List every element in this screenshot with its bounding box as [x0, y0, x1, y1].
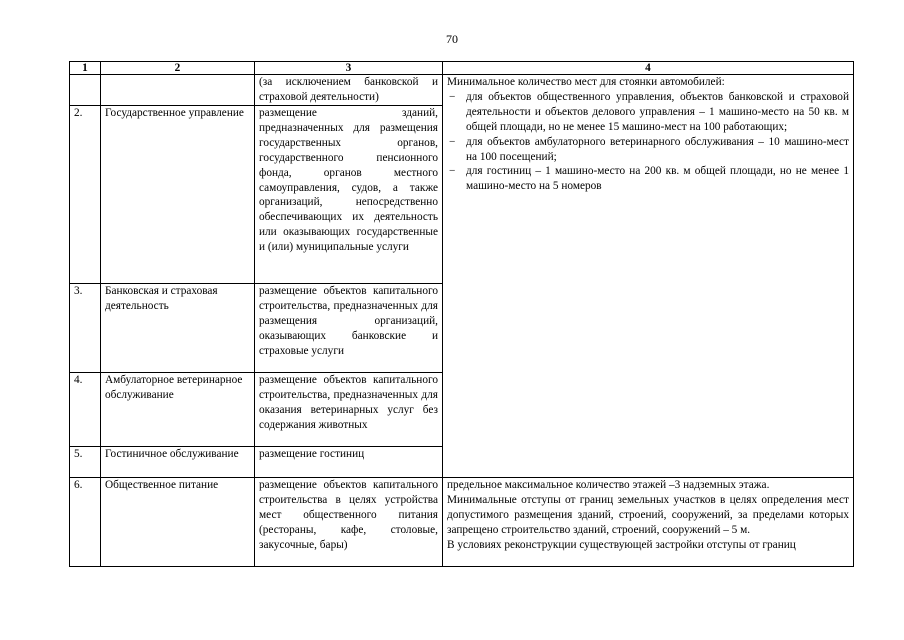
- table-header-row: [70, 62, 854, 75]
- use-description-cell: размещение объектов капитального строительства, предназначенных для оказания ветеринарных услуг без содержания животных: [255, 373, 443, 447]
- column-header-4: 4: [443, 62, 854, 75]
- use-name-cell: Банковская и страховая деятельность: [101, 284, 255, 373]
- max-floors-text: предельное максимальное количество этажей –3 надземных этажа.: [447, 479, 770, 491]
- permitted-use-table: [69, 61, 854, 567]
- setbacks-text: Минимальные отступы от границ земельных участков в целях определения мест допустимого размещения зданий, строений, сооружений, за пределами которых запрещено строительство зданий, строений, сооружений – 5 м.: [447, 493, 849, 536]
- row-number-cell: 3.: [70, 284, 101, 373]
- row-number-cell: 5.: [70, 447, 101, 478]
- parking-item-vet: − для объектов амбулаторного ветеринарного обслуживания – 10 машино-мест на 100 посещений;: [447, 135, 849, 165]
- use-description-cell: размещение объектов капитального строительства, предназначенных для размещения организаций, оказывающих банковские и страховые услуги: [255, 284, 443, 373]
- use-description-cell: (за исключением банковской и страховой деятельности): [255, 75, 443, 106]
- use-name-cell: Государственное управление: [101, 106, 255, 284]
- use-description-cell: размещение гостиниц: [255, 447, 443, 478]
- use-description-cell: размещение объектов капитального строительства в целях устройства мест общественного питания (рестораны, кафе, столовые, закусочные, бары): [255, 478, 443, 567]
- reconstruction-text: В условиях реконструкции существующей застройки отступы от границ: [447, 538, 796, 551]
- use-name-cell: Гостиничное обслуживание: [101, 447, 255, 478]
- parking-heading: Минимальное количество мест для стоянки автомобилей:: [447, 76, 725, 88]
- page-number: 70: [446, 32, 458, 46]
- column-header-1: 1: [70, 62, 101, 75]
- column-header-3: 3: [255, 62, 443, 75]
- row-number-cell: 4.: [70, 373, 101, 447]
- use-name-cell: Амбулаторное ветеринарное обслуживание: [101, 373, 255, 447]
- catering-parameters-cell: [443, 478, 854, 567]
- use-name-cell: [101, 75, 255, 106]
- parking-item-hotel: − для гостиниц – 1 машино-место на 200 кв. м общей площади, но не менее 1 машино-место на 5 номеров: [447, 164, 849, 194]
- column-header-2: 2: [101, 62, 255, 75]
- parking-requirements-cell: [443, 75, 854, 478]
- row-number-cell: 6.: [70, 478, 101, 567]
- parking-list: [447, 90, 849, 194]
- row-number-cell: 2.: [70, 106, 101, 284]
- use-description-cell: размещение зданий, предназначенных для размещения государственных органов, государственного пенсионного фонда, органов местного самоуправления, судов, а также организаций, непосредственно обеспечивающих их деятельность или оказывающих государственные и (или) муниципальные услуги: [255, 106, 443, 284]
- table-row-continuation: [70, 75, 854, 106]
- row-number-cell: [70, 75, 101, 106]
- table-row-catering: [70, 478, 854, 567]
- parking-item-admin: − для объектов общественного управления, объектов банковской и страховой деятельности и объектов делового управления – 1 машино-место на 50 кв. м общей площади, но не менее 15 машино-мест на 100 работающих;: [447, 90, 849, 135]
- use-name-cell: Общественное питание: [101, 478, 255, 567]
